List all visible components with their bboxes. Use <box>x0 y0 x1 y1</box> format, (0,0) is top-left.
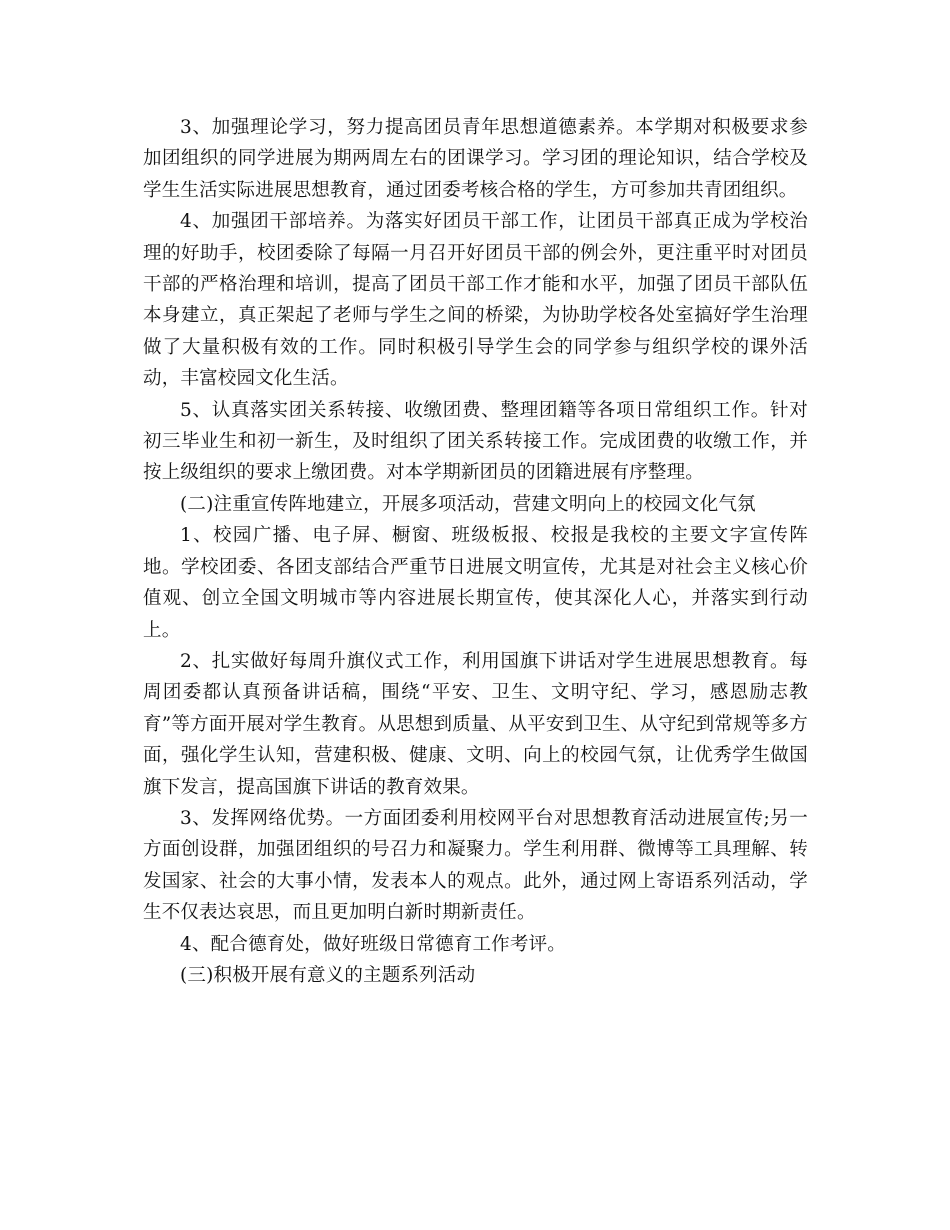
paragraph-item-2-flag-ceremony: 2、扎实做好每周升旗仪式工作，利用国旗下讲话对学生进展思想教育。每周团委都认真预备讲话稿，围绕“平安、卫生、文明守纪、学习，感恩励志教育”等方面开展对学生教育。从思想到质量、从平安到卫生、从守纪到常规等多方面，强化学生认知，营建积极、健康、文明、向上的校园气氛，让优秀学生做国旗下发言，提高国旗下讲话的教育效果。 <box>143 650 808 798</box>
paragraph-item-5-organization-work: 5、认真落实团关系转接、收缴团费、整理团籍等各项日常组织工作。针对初三毕业生和初一新生，及时组织了团关系转接工作。完成团费的收缴工作，并按上级组织的要求上缴团费。对本学期新团员的团籍进展有序整理。 <box>143 399 808 484</box>
paragraph-item-4-cadre-training: 4、加强团干部培养。为落实好团员干部工作，让团员干部真正成为学校治理的好助手，校团委除了每隔一月召开好团员干部的例会外，更注重平时对团员干部的严格治理和培训，提高了团员干部工作才能和水平，加强了团员干部队伍本身建立，真正架起了老师与学生之间的桥梁，为协助学校各处室搞好学生治理做了大量积极有效的工作。同时积极引导学生会的同学参与组织学校的课外活动，丰富校园文化生活。 <box>143 211 808 390</box>
document-body <box>143 112 808 991</box>
paragraph-item-3-theory-study: 3、加强理论学习，努力提高团员青年思想道德素养。本学期对积极要求参加团组织的同学进展为期两周左右的团课学习。学习团的理论知识，结合学校及学生生活实际进展思想教育，通过团委考核合格的学生，方可参加共青团组织。 <box>143 117 808 201</box>
paragraph-item-1-propaganda: 1、校园广播、电子屏、橱窗、班级板报、校报是我校的主要文字宣传阵地。学校团委、各团支部结合严重节日进展文明宣传，尤其是对社会主义核心价值观、创立全国文明城市等内容进展长期宣传，使其深化人心，并落实到行动上。 <box>143 525 808 641</box>
section-heading-3: (三)积极开展有意义的主题系列活动 <box>180 964 476 986</box>
section-heading-2: (二)注重宣传阵地建立，开展多项活动，营建文明向上的校园文化气氛 <box>180 493 756 515</box>
paragraph-item-4-moral-evaluation: 4、配合德育处，做好班级日常德育工作考评。 <box>180 933 566 955</box>
paragraph-item-3-network: 3、发挥网络优势。一方面团委利用校网平台对思想教育活动进展宣传;另一方面创设群，加强团组织的号召力和凝聚力。学生利用群、微博等工具理解、转发国家、社会的大事小情，发表本人的观点。此外，通过网上寄语系列活动，学生不仅表达哀思，而且更加明白新时期新责任。 <box>143 807 808 924</box>
